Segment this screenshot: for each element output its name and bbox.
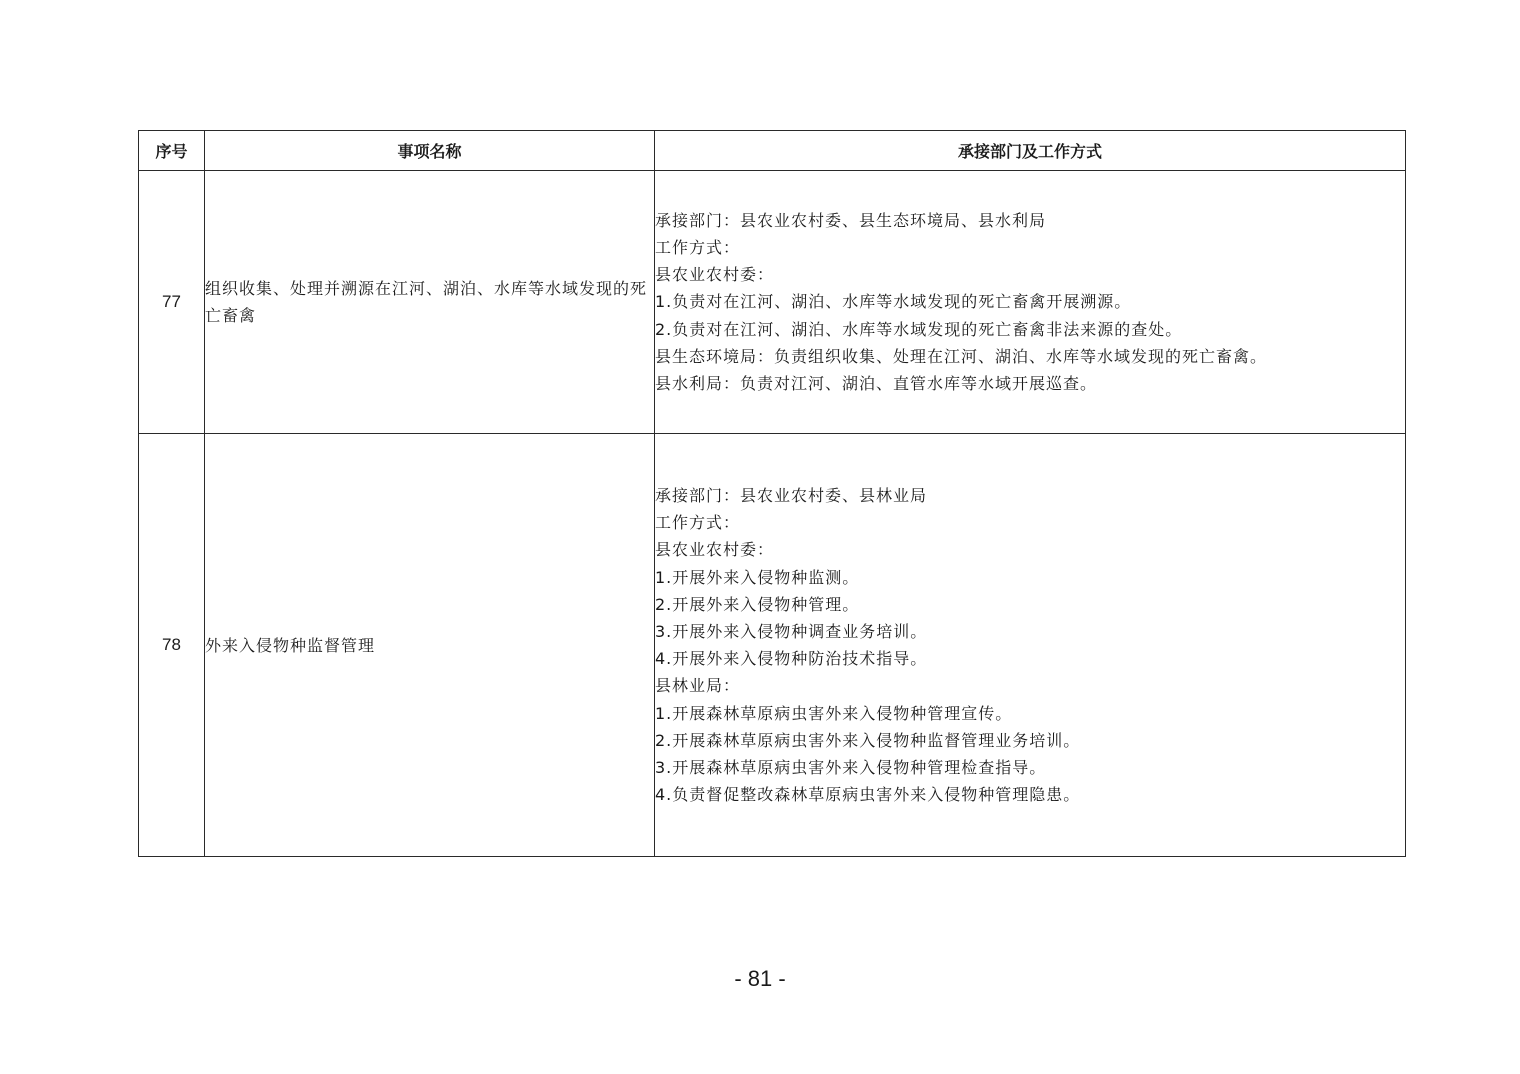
detail-line: 3.开展森林草原病虫害外来入侵物种管理检查指导。 [655,758,1047,778]
row-item-name: 组织收集、处理并溯源在江河、湖泊、水库等水域发现的死亡畜禽 [205,171,655,434]
detail-line: 承接部门：县农业农村委、县生态环境局、县水利局 [655,210,1047,230]
row-number: 77 [139,171,205,434]
detail-line: 县水利局：负责对江河、湖泊、直管水库等水域开展巡查。 [655,374,1098,393]
detail-line: 县林业局： [655,676,741,696]
detail-line: 3.开展外来入侵物种调查业务培训。 [655,622,928,642]
detail-line: 1.开展外来入侵物种监测。 [655,567,860,587]
detail-line: 承接部门：县农业农村委、县林业局 [655,486,928,505]
row-number: 78 [139,434,205,857]
detail-line: 4.开展外来入侵物种防治技术指导。 [655,649,928,669]
items-table [138,130,1406,857]
row-detail [655,171,1406,434]
detail-line: 工作方式： [655,237,741,257]
detail-line: 2.开展外来入侵物种管理。 [655,594,860,614]
detail-line: 工作方式： [655,513,741,533]
header-item-name: 事项名称 [205,131,655,171]
table-header-row [139,131,1406,171]
detail-line: 1.负责对在江河、湖泊、水库等水域发现的死亡畜禽开展溯源。 [655,292,1132,312]
detail-line: 2.开展森林草原病虫害外来入侵物种监督管理业务培训。 [655,730,1081,750]
header-department-method: 承接部门及工作方式 [655,131,1406,171]
table-row [139,171,1406,434]
row-detail [655,434,1406,857]
detail-line: 县农业农村委： [655,265,775,285]
page-number: - 81 - [734,966,786,991]
detail-line: 4.负责督促整改森林草原病虫害外来入侵物种管理隐患。 [655,785,1081,805]
detail-line: 1.开展森林草原病虫害外来入侵物种管理宣传。 [655,703,1013,723]
detail-line: 县生态环境局：负责组织收集、处理在江河、湖泊、水库等水域发现的死亡畜禽。 [655,346,1268,366]
header-number: 序号 [139,131,205,171]
table-row [139,434,1406,857]
row-item-name: 外来入侵物种监督管理 [205,434,655,857]
detail-line: 县农业农村委： [655,540,775,560]
detail-line: 2.负责对在江河、湖泊、水库等水域发现的死亡畜禽非法来源的查处。 [655,319,1183,339]
